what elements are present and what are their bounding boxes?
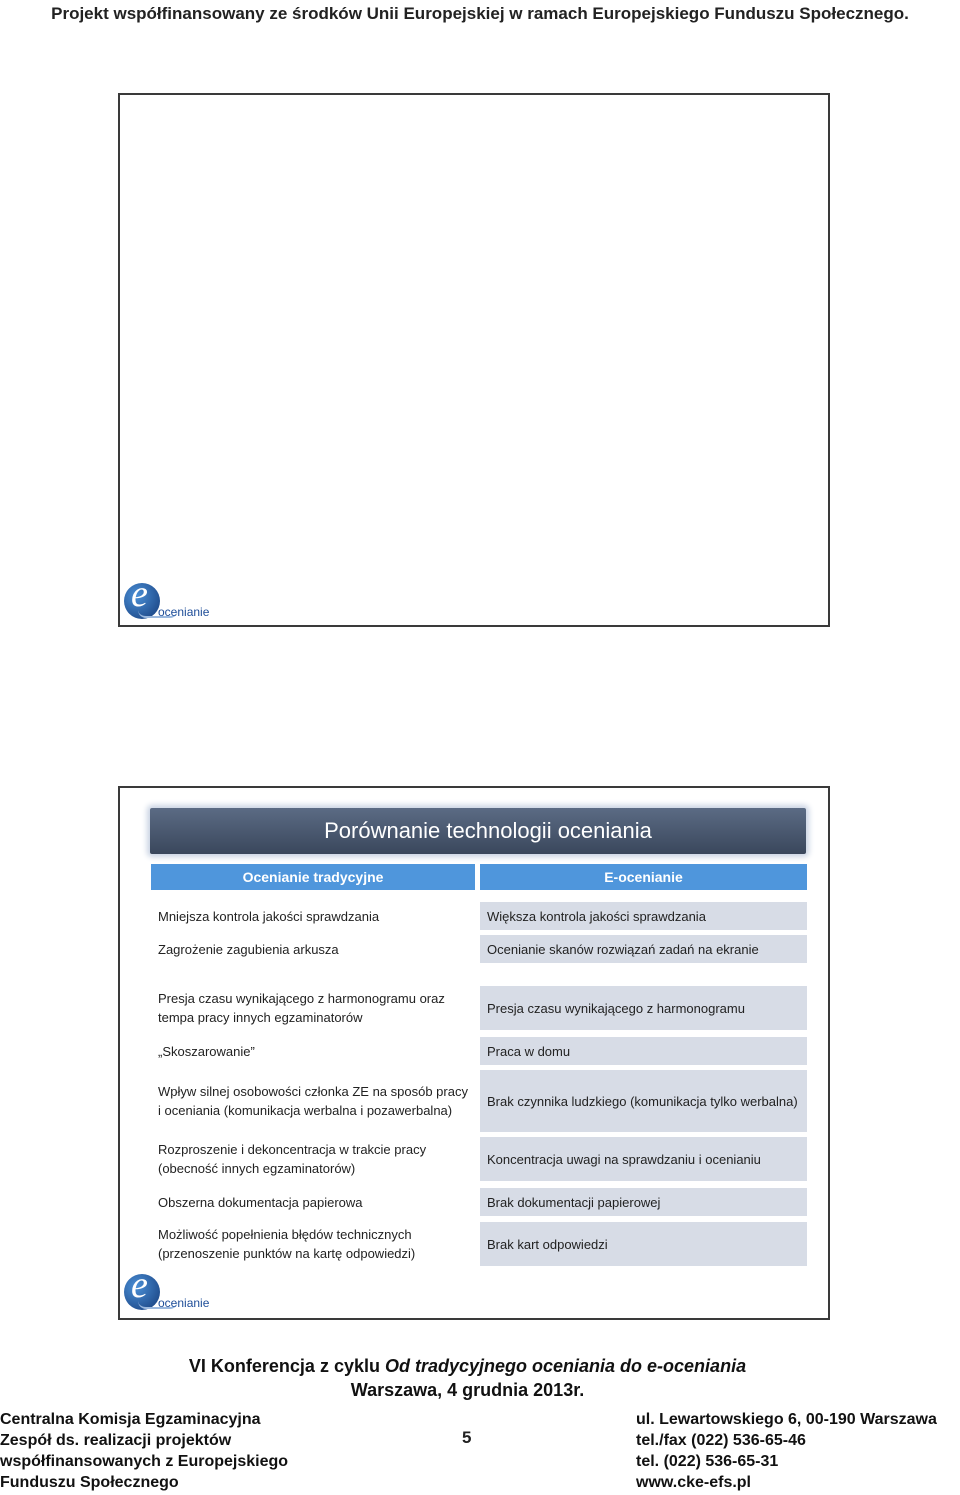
footer-address: ul. Lewartowskiego 6, 00-190 Warszawa (636, 1411, 937, 1428)
page-number: 5 (462, 1428, 472, 1447)
table-cell-left: Obszerna dokumentacja papierowa (151, 1188, 475, 1216)
logo-text: ocenianie (158, 1296, 210, 1310)
footer-left-line: Centralna Komisja Egzaminacyjna (0, 1411, 261, 1428)
logo-letter: e (131, 1264, 148, 1306)
footer-phone: tel. (022) 536-65-31 (636, 1453, 779, 1470)
table-cell-right: Większa kontrola jakości sprawdzania (480, 902, 807, 930)
conference-date: Warszawa, 4 grudnia 2013r. (350, 1380, 585, 1400)
funding-header: Projekt współfinansowany ze środków Unii Europejskiej w ramach Europejskiego Funduszu Społecznego. (51, 4, 909, 23)
table-cell-left: Możliwość popełnienia błędów technicznych (przenoszenie punktów na kartę odpowiedzi) (151, 1222, 475, 1266)
table-cell-left: Zagrożenie zagubienia arkusza (151, 935, 475, 963)
footer-organization (0, 1409, 288, 1493)
slide-blank (118, 93, 830, 627)
slide-title: Porównanie technologii oceniania (150, 808, 806, 854)
table-cell-left: Presja czasu wynikającego z harmonogramu oraz tempa pracy innych egzaminatorów (151, 986, 475, 1030)
table-cell-right: Presja czasu wynikającego z harmonogramu (480, 986, 807, 1030)
footer-left-line: współfinansowanych z Europejskiego (0, 1453, 289, 1470)
footer-contact (636, 1409, 937, 1493)
footer-website: www.cke-efs.pl (636, 1474, 751, 1491)
logo-letter: e (131, 573, 148, 615)
table-cell-left: Rozproszenie i dekoncentracja w trakcie pracy (obecność innych egzaminatorów) (151, 1137, 475, 1181)
table-cell-right: Brak czynnika ludzkiego (komunikacja tylko werbalna) (480, 1070, 807, 1132)
slide-comparison (118, 786, 830, 1320)
logo-text: ocenianie (158, 605, 210, 619)
table-cell-left: Mniejsza kontrola jakości sprawdzania (151, 902, 475, 930)
conference-title (0, 1356, 935, 1377)
table-cell-right: Ocenianie skanów rozwiązań zadań na ekranie (480, 935, 807, 963)
e-ocenianie-logo (124, 573, 214, 627)
column-header-e-ocenianie: E-ocenianie (480, 864, 807, 890)
table-cell-right: Koncentracja uwagi na sprawdzaniu i ocenianiu (480, 1137, 807, 1181)
table-cell-right: Brak dokumentacji papierowej (480, 1188, 807, 1216)
table-cell-right: Brak kart odpowiedzi (480, 1222, 807, 1266)
table-cell-left: Wpływ silnej osobowości członka ZE na sposób pracy i oceniania (komunikacja werbalna i pozawerbalna) (151, 1070, 475, 1132)
footer-left-line: Funduszu Społecznego (0, 1474, 179, 1491)
footer-phone-fax: tel./fax (022) 536-65-46 (636, 1432, 806, 1449)
conference-cycle-title: Od tradycyjnego oceniania do e-oceniania (384, 1356, 747, 1376)
table-cell-left: „Skoszarowanie” (151, 1037, 475, 1065)
conference-prefix: VI Konferencja z cyklu (188, 1356, 385, 1376)
footer-left-line: Zespół ds. realizacji projektów (0, 1432, 232, 1449)
column-header-traditional: Ocenianie tradycyjne (151, 864, 475, 890)
table-cell-right: Praca w domu (480, 1037, 807, 1065)
e-ocenianie-logo (124, 1264, 214, 1318)
